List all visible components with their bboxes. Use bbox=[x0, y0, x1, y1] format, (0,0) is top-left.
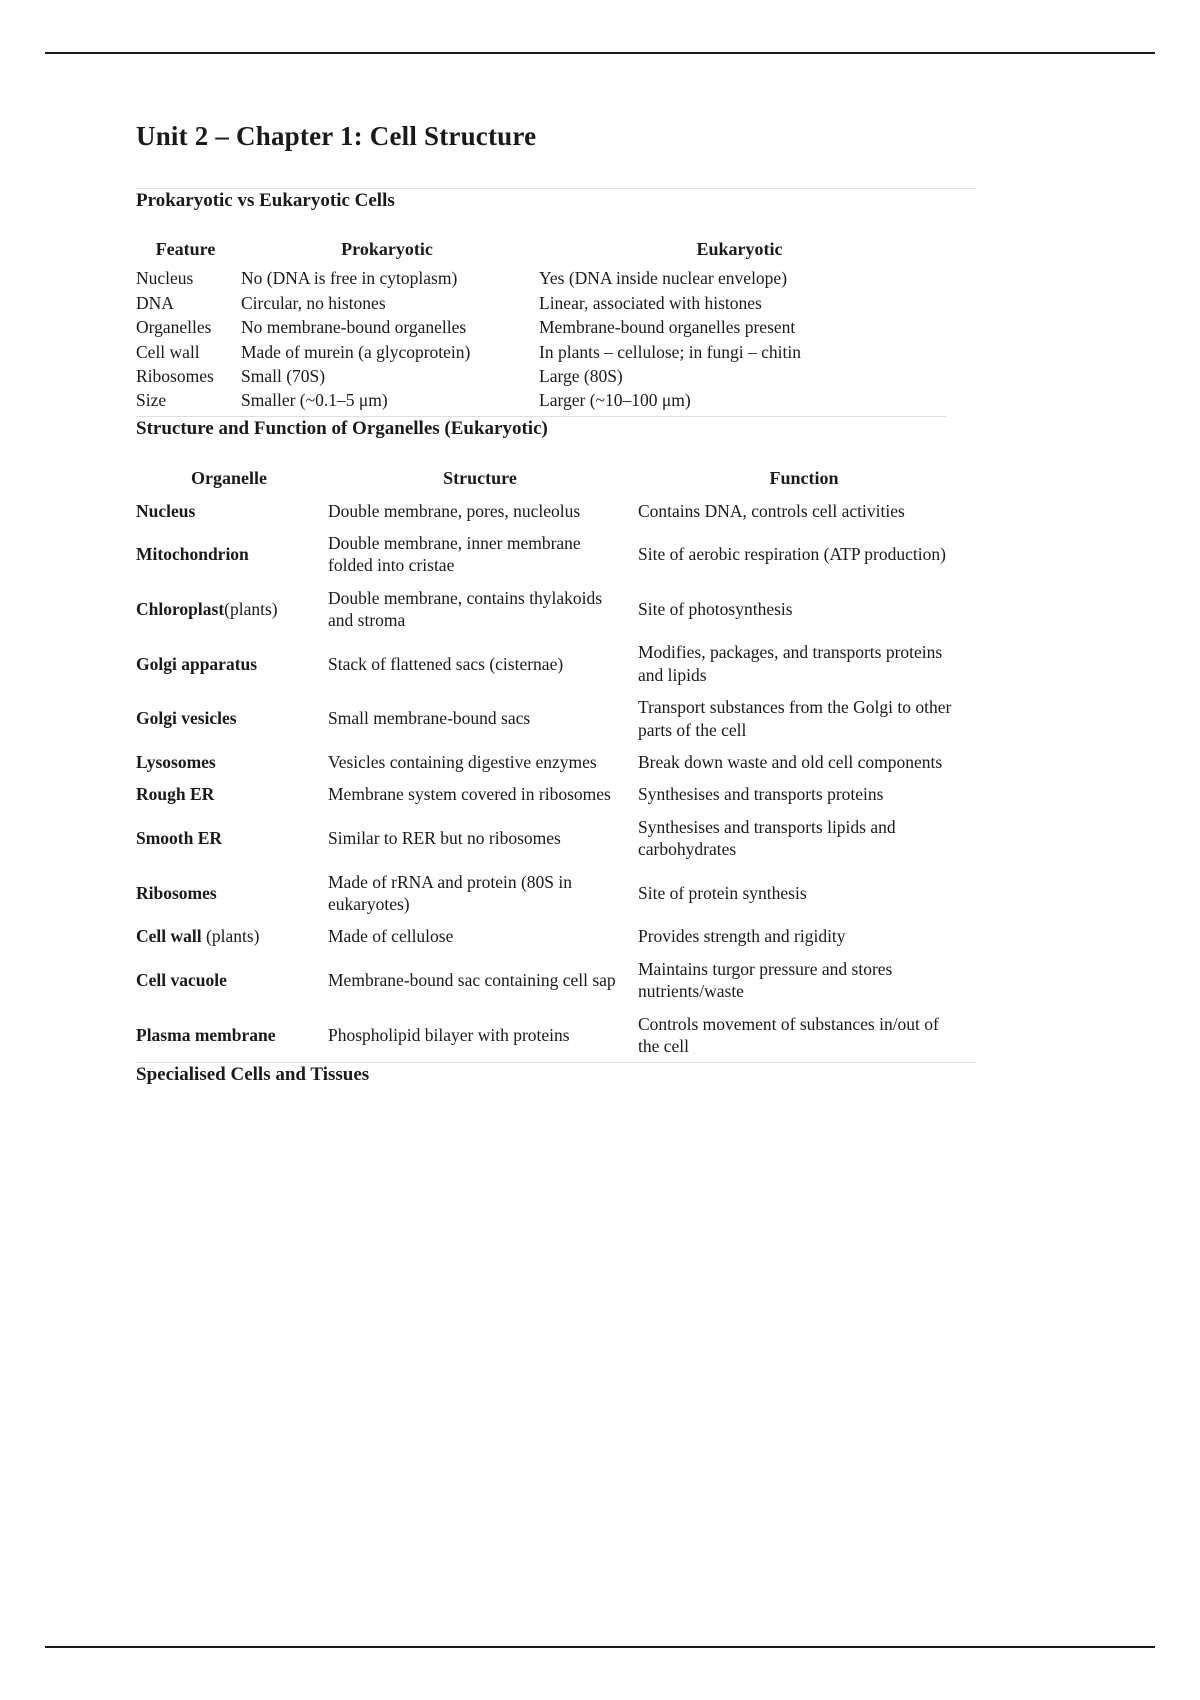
table-row bbox=[136, 866, 976, 921]
organelle-name-cell bbox=[136, 636, 328, 691]
organelle-name-cell bbox=[136, 953, 328, 1008]
organelle-structure-cell: Similar to RER but no ribosomes bbox=[328, 828, 561, 849]
prokaryotic-cell: Made of murein (a glycoprotein) bbox=[241, 341, 471, 362]
organelle-structure-cell: Double membrane, contains thylakoids and stroma bbox=[328, 587, 603, 631]
organelle-name: Smooth ER bbox=[136, 828, 223, 849]
column-header-eukaryotic: Eukaryotic bbox=[696, 239, 783, 260]
organelle-name-cell bbox=[136, 778, 328, 810]
table-row bbox=[136, 388, 946, 416]
organelle-name: Ribosomes bbox=[136, 882, 217, 903]
page-title: Unit 2 – Chapter 1: Cell Structure bbox=[136, 121, 537, 151]
organelle-name-cell bbox=[136, 811, 328, 866]
table-row bbox=[136, 746, 976, 778]
prokaryotic-cell: Smaller (~0.1–5 μm) bbox=[241, 390, 388, 411]
column-header-function: Function bbox=[769, 467, 839, 488]
table-row bbox=[136, 636, 976, 691]
table-body-organelles bbox=[136, 495, 976, 1063]
prokaryotic-cell: No membrane-bound organelles bbox=[241, 317, 467, 338]
column-header-prokaryotic: Prokaryotic bbox=[341, 239, 433, 260]
feature-cell: Ribosomes bbox=[136, 366, 214, 387]
organelle-function-cell: Site of photosynthesis bbox=[638, 598, 793, 619]
eukaryotic-cell: In plants – cellulose; in fungi – chitin bbox=[539, 341, 801, 362]
organelle-function-cell: Maintains turgor pressure and stores nutrients/waste bbox=[638, 958, 893, 1002]
organelle-function-cell: Site of protein synthesis bbox=[638, 882, 807, 903]
organelle-function-cell: Break down waste and old cell components bbox=[638, 752, 943, 773]
organelle-structure-cell: Double membrane, inner membrane folded into cristae bbox=[328, 532, 581, 576]
column-header-organelle: Organelle bbox=[191, 467, 267, 488]
table-row bbox=[136, 527, 976, 582]
organelle-function-cell: Controls movement of substances in/out of the cell bbox=[638, 1013, 939, 1056]
page-top-rule bbox=[45, 52, 1155, 54]
table-row bbox=[136, 811, 976, 866]
organelle-function-cell: Provides strength and rigidity bbox=[638, 926, 846, 947]
feature-cell: DNA bbox=[136, 292, 174, 313]
organelle-structure-cell: Phospholipid bilayer with proteins bbox=[328, 1024, 570, 1045]
organelle-name: Chloroplast bbox=[136, 598, 225, 619]
table-row bbox=[136, 953, 976, 1008]
table-row bbox=[136, 1008, 976, 1063]
section-heading-prokaryotic-vs-eukaryotic: Prokaryotic vs Eukaryotic Cells bbox=[136, 189, 395, 211]
organelle-name-cell bbox=[136, 495, 328, 527]
organelle-name: Rough ER bbox=[136, 784, 215, 805]
table-header-row bbox=[136, 466, 976, 495]
feature-cell: Nucleus bbox=[136, 268, 194, 289]
table-body-prokaryotic-vs-eukaryotic bbox=[136, 266, 946, 416]
section-heading-specialised-cells: Specialised Cells and Tissues bbox=[136, 1064, 370, 1086]
organelle-structure-cell: Vesicles containing digestive enzymes bbox=[328, 752, 597, 773]
eukaryotic-cell: Linear, associated with histones bbox=[539, 292, 762, 313]
organelle-name: Cell vacuole bbox=[136, 969, 227, 990]
organelle-name-cell bbox=[136, 866, 328, 921]
prokaryotic-cell: Small (70S) bbox=[241, 366, 326, 387]
section-heading-organelles: Structure and Function of Organelles (Eukaryotic) bbox=[136, 417, 548, 439]
eukaryotic-cell: Membrane-bound organelles present bbox=[539, 317, 796, 338]
table-header-row bbox=[136, 237, 946, 266]
organelle-name: Mitochondrion bbox=[136, 544, 249, 565]
prokaryotic-cell: Circular, no histones bbox=[241, 292, 386, 313]
column-header-feature: Feature bbox=[155, 239, 216, 260]
organelle-function-cell: Site of aerobic respiration (ATP production) bbox=[638, 544, 946, 565]
organelle-function-cell: Modifies, packages, and transports proteins and lipids bbox=[638, 642, 943, 685]
table-row bbox=[136, 266, 946, 290]
organelle-function-cell: Transport substances from the Golgi to other parts of the cell bbox=[638, 697, 952, 740]
organelle-name-cell bbox=[136, 1008, 328, 1063]
table-organelles bbox=[136, 466, 976, 1064]
organelle-function-cell: Contains DNA, controls cell activities bbox=[638, 500, 905, 521]
table-row bbox=[136, 495, 976, 527]
eukaryotic-cell: Large (80S) bbox=[539, 366, 623, 387]
page-bottom-rule bbox=[45, 1646, 1155, 1648]
table-row bbox=[136, 364, 946, 388]
organelle-name-cell bbox=[136, 527, 328, 582]
organelle-qualifier: (plants) bbox=[224, 598, 278, 619]
table-row bbox=[136, 291, 946, 315]
organelle-name: Nucleus bbox=[136, 500, 196, 521]
organelle-structure-cell: Stack of flattened sacs (cisternae) bbox=[328, 653, 564, 674]
organelle-name: Golgi apparatus bbox=[136, 653, 258, 674]
prokaryotic-cell: No (DNA is free in cytoplasm) bbox=[241, 268, 458, 289]
organelle-structure-cell: Small membrane-bound sacs bbox=[328, 708, 531, 729]
table-row bbox=[136, 778, 976, 810]
table-row bbox=[136, 691, 976, 746]
organelle-structure-cell: Made of rRNA and protein (80S in eukaryotes) bbox=[328, 871, 572, 914]
organelle-name-cell bbox=[136, 920, 328, 952]
organelle-function-cell: Synthesises and transports lipids and carbohydrates bbox=[638, 816, 896, 860]
table-prokaryotic-vs-eukaryotic bbox=[136, 237, 946, 416]
organelle-structure-cell: Double membrane, pores, nucleolus bbox=[328, 500, 581, 521]
organelle-name: Lysosomes bbox=[136, 752, 216, 773]
feature-cell: Cell wall bbox=[136, 341, 200, 362]
organelle-name: Plasma membrane bbox=[136, 1024, 276, 1045]
eukaryotic-cell: Larger (~10–100 μm) bbox=[539, 390, 691, 411]
column-header-structure: Structure bbox=[443, 467, 517, 488]
table-row bbox=[136, 340, 946, 364]
table-row bbox=[136, 582, 976, 637]
organelle-name: Golgi vesicles bbox=[136, 708, 237, 729]
organelle-function-cell: Synthesises and transports proteins bbox=[638, 784, 884, 805]
organelle-qualifier: (plants) bbox=[201, 926, 260, 947]
document-content bbox=[136, 120, 976, 1088]
organelle-name: Cell wall bbox=[136, 926, 202, 947]
organelle-name-cell bbox=[136, 582, 328, 637]
eukaryotic-cell: Yes (DNA inside nuclear envelope) bbox=[539, 268, 788, 289]
organelle-name-cell bbox=[136, 691, 328, 746]
feature-cell: Size bbox=[136, 390, 167, 411]
organelle-structure-cell: Made of cellulose bbox=[328, 926, 454, 947]
feature-cell: Organelles bbox=[136, 317, 212, 338]
table-row bbox=[136, 315, 946, 339]
organelle-structure-cell: Membrane-bound sac containing cell sap bbox=[328, 969, 616, 990]
table-row bbox=[136, 920, 976, 952]
organelle-name-cell bbox=[136, 746, 328, 778]
organelle-structure-cell: Membrane system covered in ribosomes bbox=[328, 784, 611, 805]
